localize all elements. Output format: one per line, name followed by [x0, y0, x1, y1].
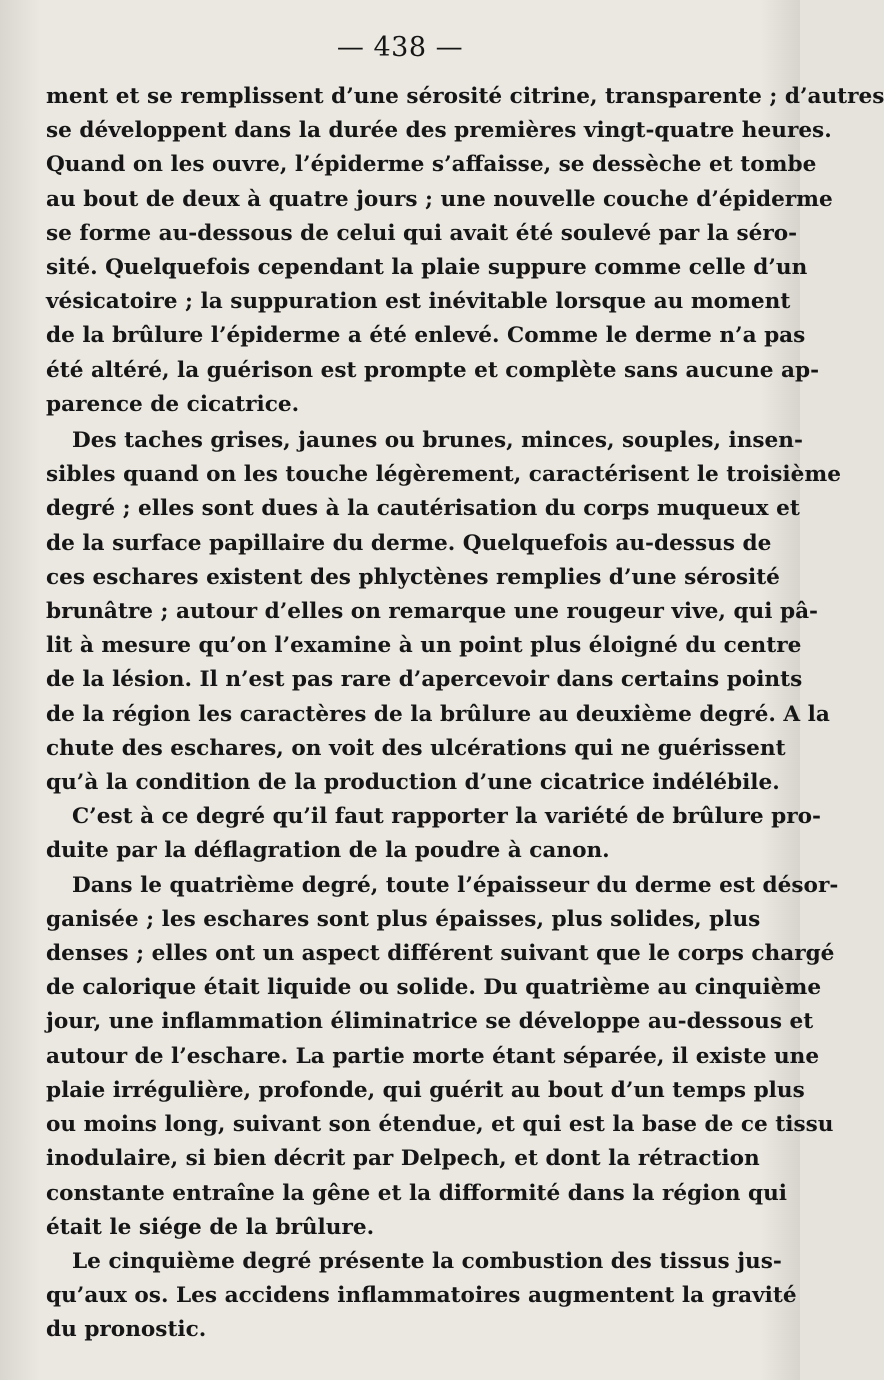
text-line: de la surface papillaire du derme. Quelquefois au-dessus de [46, 530, 772, 556]
text-line: était le siége de la brûlure. [46, 1214, 375, 1240]
text-line: de calorique était liquide ou solide. Du quatrième au cinquième [46, 975, 822, 1001]
text-line: degré ; elles sont dues à la cautérisation du corps muqueux et [46, 496, 800, 522]
text-line: été altéré, la guérison est prompte et complète sans aucune ap- [46, 357, 820, 383]
text-line: vésicatoire ; la suppuration est inévitable lorsque au moment [46, 289, 791, 315]
text-line: de la région les caractères de la brûlure au deuxième degré. A la [46, 701, 830, 727]
paragraph [46, 869, 839, 1245]
text-line: qu’à la condition de la production d’une cicatrice indélébile. [46, 770, 780, 796]
text-line: inodulaire, si bien décrit par Delpech, et dont la rétraction [46, 1146, 760, 1172]
paragraph [46, 800, 821, 868]
paragraph [46, 80, 884, 422]
text-line: sibles quand on les touche légèrement, caractérisent le troisième [46, 462, 841, 488]
text-line: jour, une inflammation éliminatrice se développe au-dessous et [46, 1009, 814, 1035]
text-line: Quand on les ouvre, l’épiderme s’affaisse, se dessèche et tombe [46, 152, 817, 178]
page-number: — 438 — [336, 32, 464, 63]
text-line: chute des eschares, on voit des ulcérations qui ne guérissent [46, 735, 786, 761]
text-line: Dans le quatrième degré, toute l’épaisseur du derme est désor- [72, 872, 839, 898]
text-line: plaie irrégulière, profonde, qui guérit au bout d’un temps plus [46, 1077, 805, 1103]
paragraph [46, 424, 841, 800]
text-line: Des taches grises, jaunes ou brunes, minces, souples, insen- [72, 428, 803, 454]
text-line: ces eschares existent des phlyctènes remplies d’une sérosité [46, 564, 780, 590]
text-line: parence de cicatrice. [46, 391, 300, 417]
paragraph [46, 1245, 797, 1348]
text-line: ment et se remplissent d’une sérosité citrine, transparente ; d’autres [46, 84, 884, 109]
text-line: sité. Quelquefois cependant la plaie suppure comme celle d’un [46, 255, 808, 281]
text-line: ganisée ; les eschares sont plus épaisses, plus solides, plus [46, 906, 761, 932]
text-line: constante entraîne la gêne et la difformité dans la région qui [46, 1180, 787, 1206]
text-line: se forme au-dessous de celui qui avait été soulevé par la séro- [46, 220, 798, 246]
text-line: ou moins long, suivant son étendue, et qui est la base de ce tissu [46, 1112, 834, 1138]
body-text [46, 80, 884, 1348]
text-line: de la lésion. Il n’est pas rare d’apercevoir dans certains points [46, 667, 803, 693]
text-line: qu’aux os. Les accidens inflammatoires augmentent la gravité [46, 1283, 797, 1309]
text-line: C’est à ce degré qu’il faut rapporter la variété de brûlure pro- [72, 804, 821, 830]
text-line: se développent dans la durée des premières vingt-quatre heures. [46, 118, 832, 144]
text-line: duite par la déflagration de la poudre à canon. [46, 838, 610, 864]
text-line: du pronostic. [46, 1317, 207, 1343]
text-line: au bout de deux à quatre jours ; une nouvelle couche d’épiderme [46, 186, 833, 212]
text-line: autour de l’eschare. La partie morte étant séparée, il existe une [46, 1043, 820, 1069]
text-line: de la brûlure l’épiderme a été enlevé. Comme le derme n’a pas [46, 323, 806, 349]
text-line: Le cinquième degré présente la combustion des tissus jus- [72, 1248, 782, 1274]
text-line: brunâtre ; autour d’elles on remarque une rougeur vive, qui pâ- [46, 599, 819, 625]
text-line: lit à mesure qu’on l’examine à un point plus éloigné du centre [46, 633, 802, 659]
text-line: denses ; elles ont un aspect différent suivant que le corps chargé [46, 941, 835, 967]
